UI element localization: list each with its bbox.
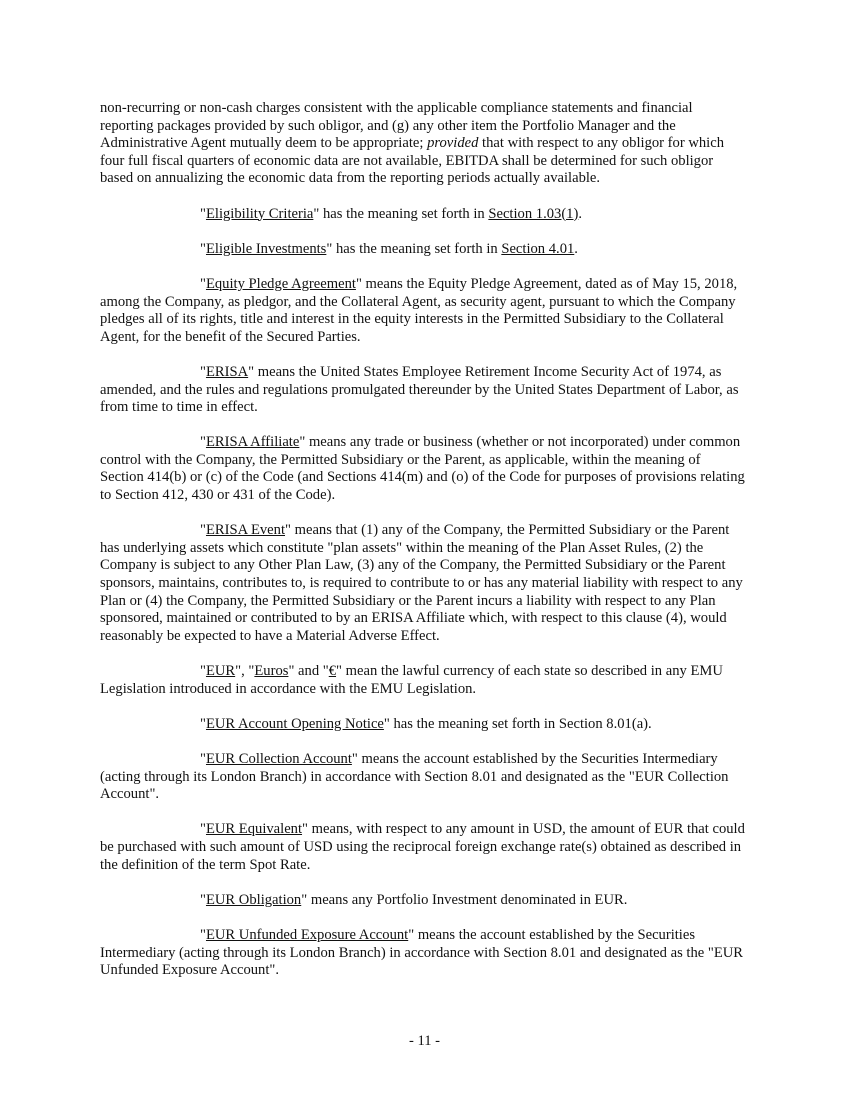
paragraph-text: " has the meaning set forth in <box>326 240 502 257</box>
defined-term: Eligibility Criteria <box>205 205 314 222</box>
definition-eur-unfunded-exposure-account <box>100 927 746 980</box>
definition-eur-equivalent <box>100 821 746 874</box>
paragraph-text: " means the account established by the Securities Intermediary (acting through its London Branch) in accordance with Section 8.01 and designated as the "EUR Unfunded Exposure Account". <box>100 926 744 979</box>
defined-term: EUR Account Opening Notice <box>205 715 384 732</box>
section-reference: Section 4.01 <box>501 240 575 257</box>
quote-mark: " <box>200 240 206 257</box>
paragraph-text: ", " <box>235 663 255 679</box>
paragraph-text: " mean the lawful currency of each state so described in any EMU Legislation introduced in accordance with the EMU Legislation. <box>100 663 723 697</box>
paragraph-text: that with respect to any obligor for which four full fiscal quarters of economic data are not available, EBITDA shall be determined for such obligor based on annualizing the economic data from the reporting periods actually available. <box>100 135 725 187</box>
emphasis-provided: provided <box>427 135 479 152</box>
defined-term: EUR Obligation <box>205 891 302 908</box>
paragraph-text: " means that (1) any of the Company, the Permitted Subsidiary or the Parent has underlying assets which constitute "plan assets" within the meaning of the Plan Asset Rules, (2) the Company is subject to any Other Plan Law, (3) any of the Company, the Permitted Subsidiary or the Parent sponsors, maintains, contributes to, is required to contribute to or has any material liability with respect to any Plan or (4) the Company, the Permitted Subsidiary or the Parent incurs a liability with respect to any Plan sponsored, maintained or contributed to by an ERISA Affiliate which, with respect to this clause (4), would reasonably be expected to have a Material Adverse Effect. <box>100 522 743 644</box>
definition-eur-account-opening-notice <box>100 716 746 734</box>
defined-term: EUR Equivalent <box>205 821 303 838</box>
definition-eur-euros <box>100 663 746 698</box>
ebitda-continuation-paragraph <box>100 100 746 188</box>
paragraph-text: " means the Equity Pledge Agreement, dated as of May 15, 2018, among the Company, as pledgor, and the Collateral Agent, as security agent, pursuant to which the Company pledges all of its rights, title and interest in the equity interests in the Permitted Subsidiary to the Collateral Agent, for the benefit of the Secured Parties. <box>100 275 738 345</box>
defined-term: Euros <box>254 663 289 679</box>
definition-eur-obligation <box>100 892 746 910</box>
definition-eligible-investments <box>100 241 746 259</box>
paragraph-text: non-recurring or non-cash charges consistent with the applicable compliance statements and financial reporting packages provided by such obligor, and (g) any other item the Portfolio Manager and the Administrative Agent mutually deem to be appropriate; <box>100 100 693 152</box>
quote-mark: " <box>200 205 206 222</box>
paragraph-text: . <box>574 240 578 257</box>
quote-mark: " <box>200 891 206 908</box>
defined-term: ERISA <box>205 363 249 380</box>
quote-mark: " <box>200 522 206 539</box>
quote-mark: " <box>200 663 206 679</box>
quote-mark: " <box>200 434 206 451</box>
definition-erisa-event <box>100 522 746 645</box>
defined-term: EUR <box>205 663 236 679</box>
defined-term: EUR Unfunded Exposure Account <box>205 926 409 943</box>
defined-term: ERISA Event <box>205 522 286 539</box>
paragraph-text: " has the meaning set forth in Section 8.01(a). <box>383 715 652 732</box>
definition-erisa-affiliate <box>100 434 746 504</box>
defined-term: ERISA Affiliate <box>205 434 300 451</box>
section-reference: Section 1.03(1) <box>488 205 579 222</box>
quote-mark: " <box>200 363 206 380</box>
paragraph-text: " means the account established by the Securities Intermediary (acting through its London Branch) in accordance with Section 8.01 and designated as the "EUR Collection Account". <box>100 750 729 803</box>
defined-term: EUR Collection Account <box>205 750 352 767</box>
document-body <box>100 100 746 997</box>
quote-mark: " <box>200 821 206 838</box>
quote-mark: " <box>200 715 206 732</box>
paragraph-text: " means any trade or business (whether or not incorporated) under common control with the Company, the Permitted Subsidiary or the Parent, as applicable, within the meaning of Section 414(b) or (c) of the Code (and Sections 414(m) and (o) of the Code for purposes of provisions relating to Section 412, 430 or 431 of the Code). <box>100 434 745 504</box>
paragraph-text: " means the United States Employee Retirement Income Security Act of 1974, as amended, and the rules and regulations promulgated thereunder by the United States Department of Labor, as from time to time in effect. <box>100 363 739 416</box>
definition-equity-pledge-agreement <box>100 276 746 346</box>
paragraph-text: " means any Portfolio Investment denominated in EUR. <box>301 891 628 908</box>
paragraph-text: " has the meaning set forth in <box>313 205 489 222</box>
definition-erisa <box>100 364 746 417</box>
quote-mark: " <box>200 275 206 292</box>
defined-term: Equity Pledge Agreement <box>205 275 356 292</box>
paragraph-text: . <box>578 205 582 222</box>
paragraph-text: " and " <box>288 663 329 679</box>
quote-mark: " <box>200 750 206 767</box>
quote-mark: " <box>200 926 206 943</box>
definition-eur-collection-account <box>100 751 746 804</box>
page-number: - 11 - <box>408 1033 441 1049</box>
definition-eligibility-criteria <box>100 206 746 224</box>
defined-term: € <box>328 663 337 679</box>
paragraph-text: " means, with respect to any amount in USD, the amount of EUR that could be purchased with such amount of USD using the reciprocal foreign exchange rate(s) obtained as described in the definition of the term Spot Rate. <box>100 821 745 873</box>
defined-term: Eligible Investments <box>205 240 327 257</box>
